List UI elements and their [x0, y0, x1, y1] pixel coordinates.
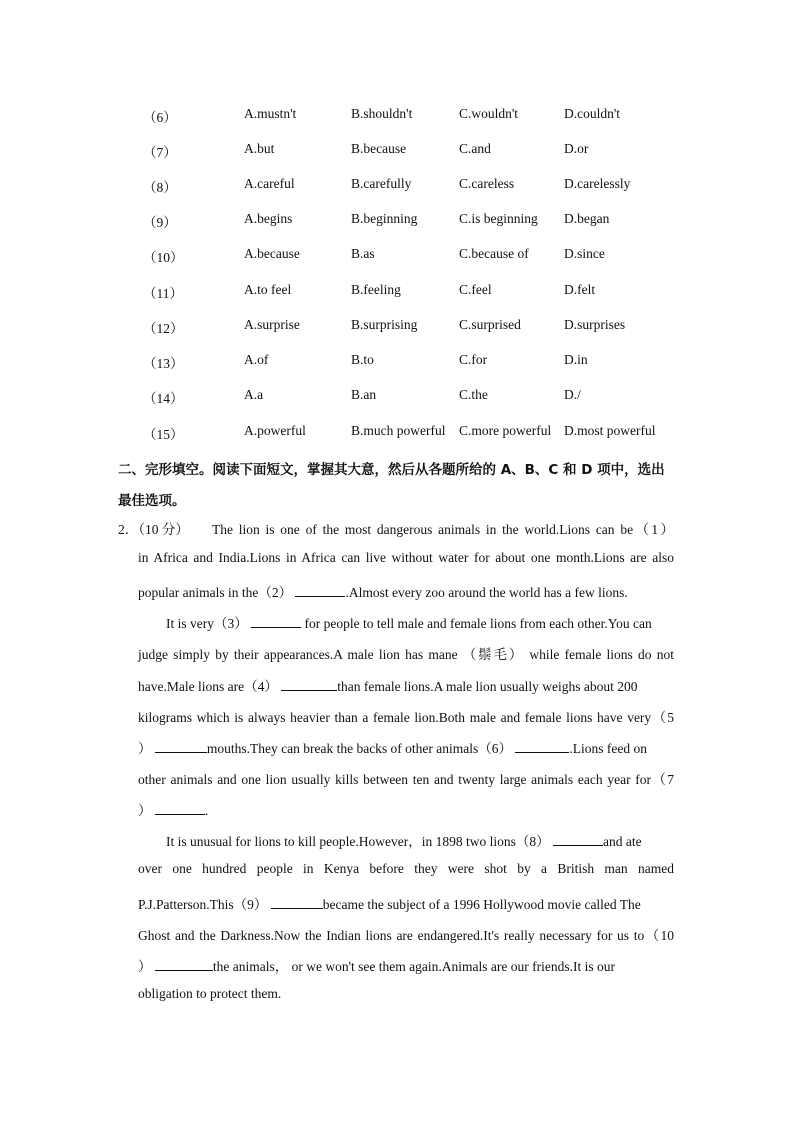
option-c: C.because of — [459, 246, 529, 261]
passage-line: Ghost and the Darkness.Now the Indian lions are endangered.It's really necessary for us to（10 — [138, 928, 674, 943]
option-number: （12） — [143, 321, 184, 336]
option-b: B.shouldn't — [351, 106, 413, 121]
option-a: A.a — [244, 387, 264, 402]
passage-line: other animals and one lion usually kills between ten and twenty large animals each year for（7 — [138, 772, 674, 787]
option-number: （7） — [143, 145, 177, 160]
option-a: A.mustn't — [244, 106, 297, 121]
passage-line — [166, 612, 652, 632]
option-c: C.for — [459, 352, 488, 367]
option-d: D./ — [564, 387, 581, 402]
answer-blank — [515, 739, 569, 753]
option-d: D.since — [564, 246, 605, 261]
passage-line: judge simply by their appearances.A male lion has mane （鬃毛） while female lions do not — [138, 647, 674, 662]
option-a: A.of — [244, 352, 269, 367]
answer-blank — [155, 801, 205, 815]
option-a: A.because — [244, 246, 300, 261]
option-d: D.in — [564, 352, 588, 367]
answer-blank — [281, 677, 337, 691]
option-a: A.surprise — [244, 317, 300, 332]
option-c: C.surprised — [459, 317, 521, 332]
passage-text: and ate — [602, 834, 642, 849]
passage-line — [138, 893, 641, 913]
passage-text: It is very（3） — [166, 616, 248, 631]
option-b: B.as — [351, 246, 375, 261]
passage-text: .Almost every zoo around the world has a few lions. — [345, 585, 628, 600]
option-d: D.began — [564, 211, 610, 226]
answer-blank — [553, 832, 603, 846]
option-b: B.surprising — [351, 317, 418, 332]
option-row — [0, 282, 794, 302]
passage-text: have.Male lions are（4） — [138, 679, 278, 694]
passage-text: ） — [138, 959, 152, 974]
passage-line: over one hundred people in Kenya before they were shot by a British man named — [138, 861, 674, 876]
option-number: （6） — [143, 110, 177, 125]
option-b: B.because — [351, 141, 407, 156]
passage-text: P.J.Patterson.This（9） — [138, 897, 268, 912]
option-c: C.the — [459, 387, 488, 402]
passage-text: . — [204, 803, 209, 818]
option-number: （14） — [143, 391, 184, 406]
option-c: C.more powerful — [459, 423, 552, 438]
option-number: （9） — [143, 215, 177, 230]
passage-text: .Lions feed on — [569, 741, 648, 756]
passage-line — [138, 955, 615, 975]
option-row — [0, 317, 794, 337]
option-c: C.is beginning — [459, 211, 538, 226]
answer-blank — [251, 614, 301, 628]
passage-text: ） — [138, 741, 152, 756]
passage-text: popular animals in the（2） — [138, 585, 293, 600]
option-a: A.to feel — [244, 282, 292, 297]
passage-text: became the subject of a 1996 Hollywood movie called The — [322, 897, 641, 912]
passage-line: in Africa and India.Lions in Africa can live without water for about one month.Lions are also — [138, 550, 674, 565]
passage-text: than female lions.A male lion usually weighs about 200 — [337, 679, 638, 694]
passage-text: It is unusual for lions to kill people.However，in 1898 two lions（8） — [166, 834, 550, 849]
option-d: D.surprises — [564, 317, 626, 332]
option-d: D.couldn't — [564, 106, 621, 121]
question-number: 2． — [118, 522, 139, 537]
passage-text: for people to tell male and female lions from each other.You can — [304, 616, 652, 631]
option-c: C.wouldn't — [459, 106, 519, 121]
passage-line — [138, 737, 647, 757]
option-c: C.careless — [459, 176, 515, 191]
passage-line: obligation to protect them. — [138, 986, 282, 1001]
option-a: A.powerful — [244, 423, 306, 438]
option-a: A.but — [244, 141, 275, 156]
option-c: C.and — [459, 141, 491, 156]
passage-line: kilograms which is always heavier than a female lion.Both male and female lions have very（5 — [138, 710, 674, 725]
passage-line — [166, 830, 642, 850]
option-d: D.most powerful — [564, 423, 656, 438]
option-a: A.careful — [244, 176, 295, 191]
option-number: （13） — [143, 356, 184, 371]
passage-text: mouths.They can break the backs of other animals（6） — [206, 741, 513, 756]
passage-line — [138, 675, 638, 695]
option-row — [0, 423, 794, 443]
answer-blank — [155, 739, 207, 753]
option-row — [0, 387, 794, 407]
option-number: （11） — [143, 286, 183, 301]
answer-blank — [295, 583, 345, 597]
option-row — [0, 352, 794, 372]
option-number: （15） — [143, 427, 184, 442]
option-d: D.carelessly — [564, 176, 631, 191]
question-points: （10 分） — [138, 522, 189, 537]
passage-text: ） — [138, 803, 152, 818]
option-row — [0, 246, 794, 266]
option-b: B.to — [351, 352, 374, 367]
option-b: B.beginning — [351, 211, 418, 226]
section-heading: 二、完形填空。阅读下面短文，掌握其大意，然后从各题所给的 A、B、C 和 D 项中，选出最佳选项。 — [118, 462, 665, 509]
option-row — [0, 211, 794, 231]
option-c: C.feel — [459, 282, 492, 297]
passage-text: the animals， or we won't see them again.Animals are our friends.It is our — [212, 959, 615, 974]
option-row — [0, 141, 794, 161]
option-a: A.begins — [244, 211, 293, 226]
option-row — [0, 176, 794, 196]
option-b: B.carefully — [351, 176, 412, 191]
answer-blank — [271, 895, 323, 909]
option-number: （10） — [143, 250, 184, 265]
option-b: B.feeling — [351, 282, 401, 297]
option-b: B.an — [351, 387, 377, 402]
answer-blank — [155, 957, 213, 971]
option-row — [0, 106, 794, 126]
passage-line — [138, 799, 208, 819]
option-b: B.much powerful — [351, 423, 446, 438]
option-d: D.felt — [564, 282, 596, 297]
question-header — [118, 518, 189, 538]
option-d: D.or — [564, 141, 589, 156]
passage-line: The lion is one of the most dangerous animals in the world.Lions can be（1） — [212, 522, 674, 537]
option-number: （8） — [143, 180, 177, 195]
passage-line — [138, 581, 628, 601]
